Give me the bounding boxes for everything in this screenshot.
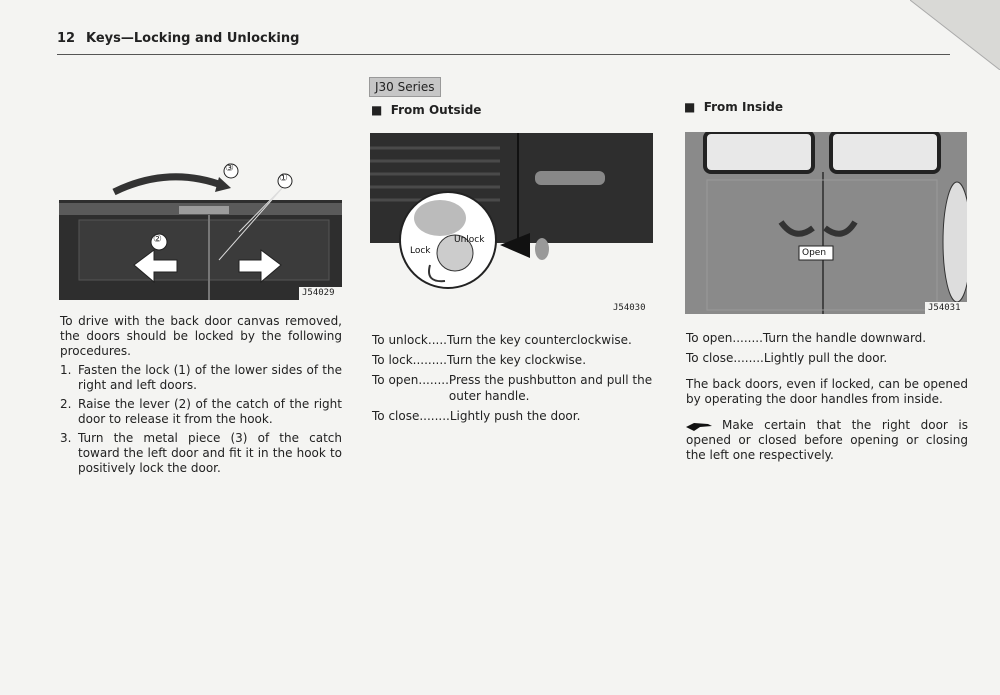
figure-code: J54029 (302, 288, 335, 298)
list-item: To lock......... Turn the key clockwise. (372, 353, 587, 367)
door-handle (535, 171, 605, 185)
list-item: To unlock..... Turn the key counterclockwise. (372, 333, 632, 347)
outside-door-figure (370, 133, 653, 318)
open-label: Open (802, 248, 827, 258)
procedure-list (60, 363, 342, 480)
page-curl (910, 0, 1000, 70)
back-door-catch-figure (59, 160, 342, 302)
header-rule (57, 54, 950, 55)
outside-figure-wrapper (370, 133, 653, 318)
outside-instructions (372, 332, 657, 424)
list-item: 2. Raise the lever (2) of the catch of the right door to release it from the hook. (60, 397, 342, 426)
inside-paragraph: The back doors, even if locked, can be opened by operating the door handles from inside. (686, 377, 968, 406)
left-figure-wrapper (59, 160, 342, 302)
inside-instructions (686, 330, 968, 366)
page-title: Keys—Locking and Unlocking (86, 31, 300, 46)
callout-2: ② (153, 234, 162, 245)
note-paragraph: Make certain that the right door is opened or closed before opening or closing the left one respectively. (686, 418, 968, 462)
inside-figure-wrapper (685, 132, 967, 314)
page-number: 12 (57, 31, 76, 46)
intro-paragraph: To drive with the back door canvas removed, the doors should be locked by the following procedures. (60, 314, 342, 358)
inside-door-figure (685, 132, 967, 314)
callout-3: ③ (225, 163, 234, 174)
rotate-arrow (114, 177, 224, 192)
list-item: To close........ Lightly pull the door. (686, 351, 888, 365)
list-item: 1. Fasten the lock (1) of the lower sides of the right and left doors. (60, 363, 342, 392)
lock-label: Lock (410, 246, 431, 256)
figure-code: J54030 (613, 303, 646, 313)
list-item: To close........ Lightly push the door. (372, 409, 581, 423)
unlock-label: Unlock (454, 235, 485, 245)
series-tag: J30 Series (369, 77, 441, 97)
figure-code: J54031 (928, 303, 961, 313)
list-item: To open........ Turn the handle downward. (686, 331, 927, 345)
list-item: 3. Turn the metal piece (3) of the catch toward the left door and fit it in the hook to positively lock the door. (60, 431, 342, 475)
callout-1: ① (279, 173, 288, 184)
from-outside-heading: ■ From Outside (371, 103, 482, 117)
list-item: To open........ Press the pushbutton and pull the outer handle. (372, 373, 653, 403)
from-inside-heading: ■ From Inside (684, 100, 783, 114)
pointing-hand-icon (686, 421, 712, 431)
